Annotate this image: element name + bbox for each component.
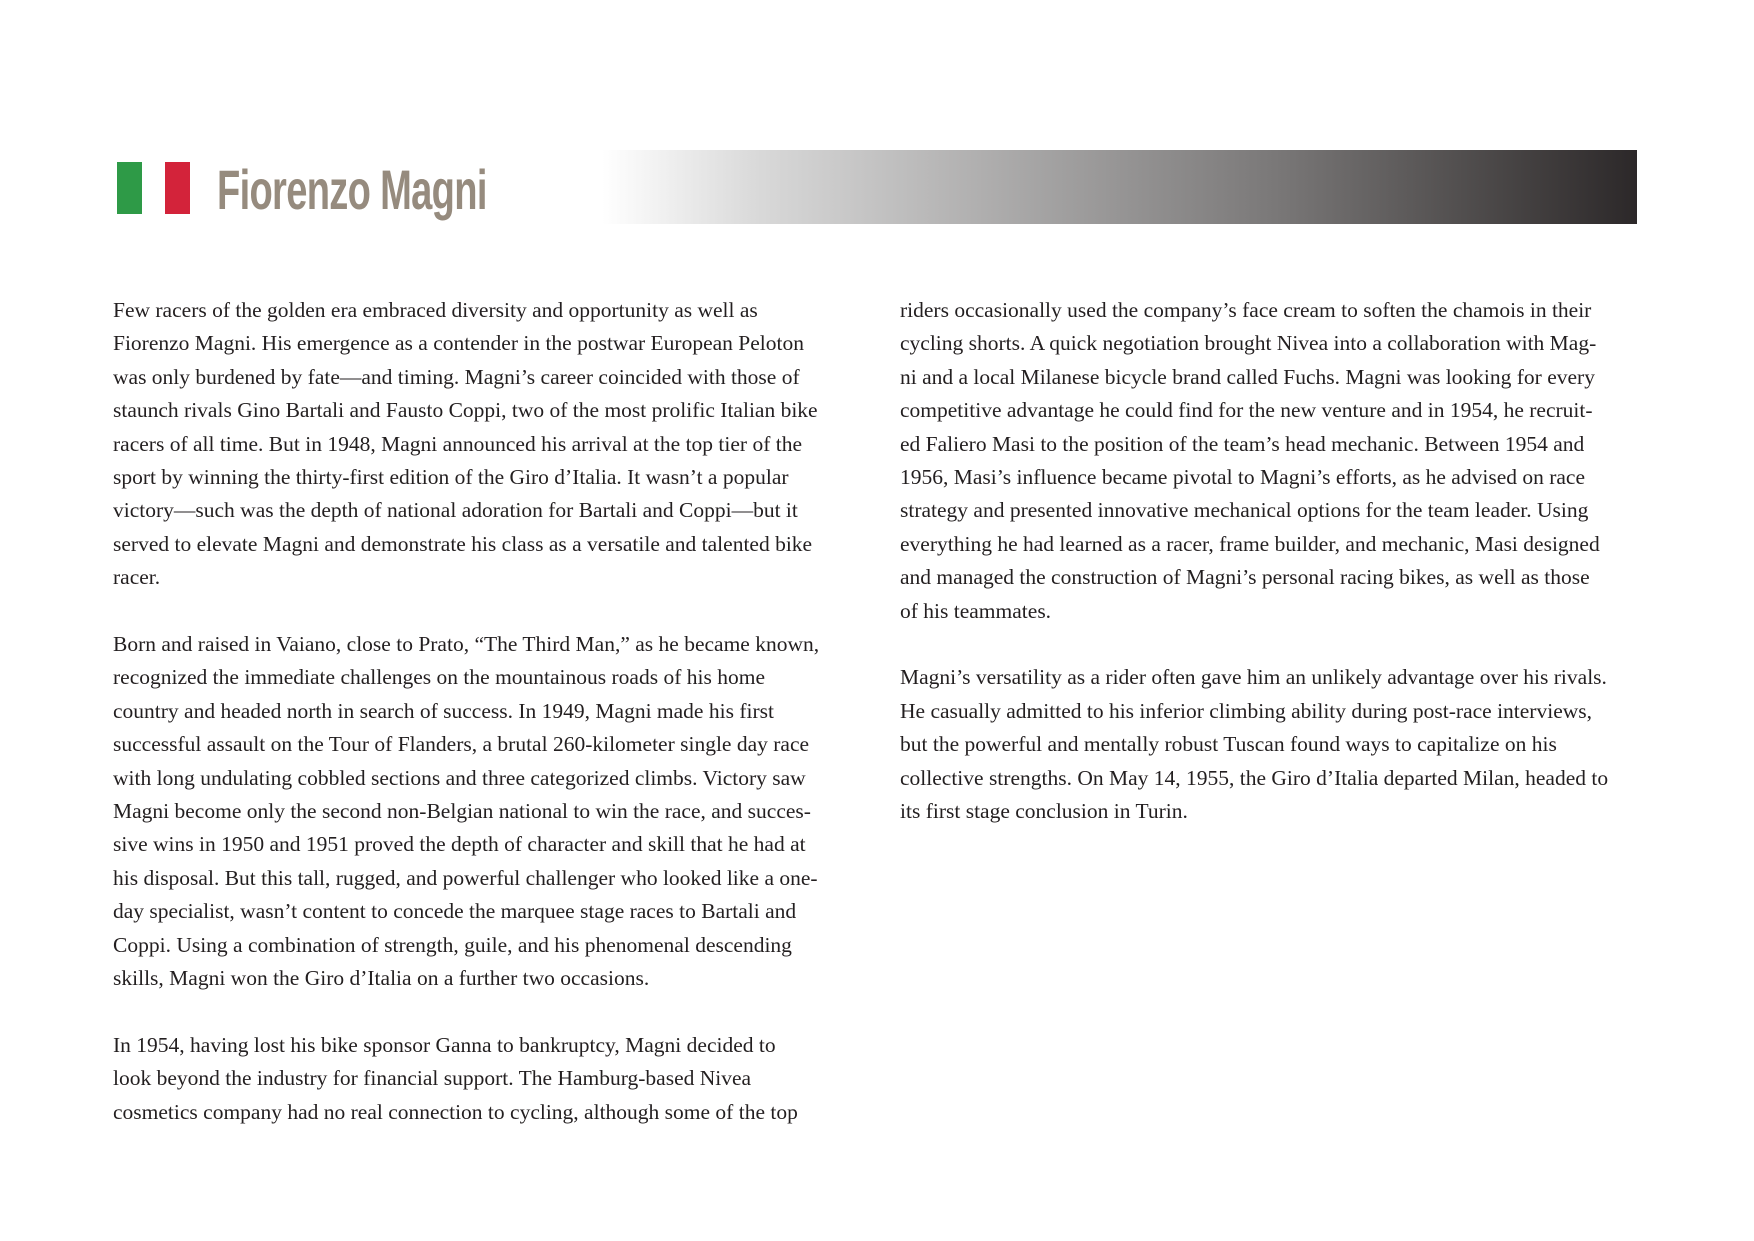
text-line: ni and a local Milanese bicycle brand called Fuchs. Magni was looking for every [900, 364, 1595, 389]
text-line: with long undulating cobbled sections and three categorized climbs. Victory saw [113, 765, 806, 790]
text-line: staunch rivals Gino Bartali and Fausto Coppi, two of the most prolific Italian bike [113, 398, 818, 423]
text-line: of his teammates. [900, 598, 1052, 623]
text-line: served to elevate Magni and demonstrate his class as a versatile and talented bike [113, 531, 813, 556]
paragraph [900, 661, 1660, 828]
right-column [900, 294, 1660, 862]
paragraph [113, 1029, 873, 1129]
text-line: its first stage conclusion in Turin. [900, 799, 1188, 824]
text-line: day specialist, wasn’t content to concede the marquee stage races to Bartali and [113, 899, 797, 924]
text-line: ed Faliero Masi to the position of the team’s head mechanic. Between 1954 and [900, 431, 1585, 456]
page-title: Fiorenzo Magni [217, 158, 487, 221]
paragraph [113, 628, 873, 995]
text-line: Few racers of the golden era embraced diversity and opportunity as well as [113, 298, 758, 322]
text-line: country and headed north in search of success. In 1949, Magni made his first [113, 698, 774, 723]
text-line: his disposal. But this tall, rugged, and powerful challenger who looked like a one- [113, 865, 818, 890]
text-line: racer. [113, 565, 161, 590]
text-line: strategy and presented innovative mechanical options for the team leader. Using [900, 498, 1589, 523]
italian-flag-green-stripe [117, 162, 142, 214]
text-line: cycling shorts. A quick negotiation brought Nivea into a collaboration with Mag- [900, 331, 1597, 356]
text-line: was only burdened by fate—and timing. Magni’s career coincided with those of [113, 364, 800, 389]
text-line: Magni’s versatility as a rider often gave him an unlikely advantage over his rivals. [900, 665, 1607, 690]
text-line: everything he had learned as a racer, frame builder, and mechanic, Masi designed [900, 531, 1600, 556]
text-line: riders occasionally used the company’s face cream to soften the chamois in their [900, 298, 1592, 322]
text-line: but the powerful and mentally robust Tuscan found ways to capitalize on his [900, 732, 1557, 757]
paragraph [900, 294, 1660, 628]
text-line: Born and raised in Vaiano, close to Prato, “The Third Man,” as he became known, [113, 632, 820, 657]
text-line: look beyond the industry for financial support. The Hamburg-based Nivea [113, 1066, 752, 1091]
text-line: victory—such was the depth of national adoration for Bartali and Coppi—but it [113, 498, 798, 523]
header-gradient-bar [602, 150, 1637, 224]
text-line: sive wins in 1950 and 1951 proved the depth of character and skill that he had at [113, 832, 806, 857]
text-line: successful assault on the Tour of Flanders, a brutal 260-kilometer single day race [113, 732, 810, 757]
text-line: He casually admitted to his inferior climbing ability during post-race interviews, [900, 698, 1592, 723]
text-line: collective strengths. On May 14, 1955, the Giro d’Italia departed Milan, headed to [900, 765, 1609, 790]
text-line: and managed the construction of Magni’s personal racing bikes, as well as those [900, 565, 1590, 590]
text-line: cosmetics company had no real connection to cycling, although some of the top [113, 1099, 798, 1124]
text-line: Coppi. Using a combination of strength, guile, and his phenomenal descending [113, 932, 792, 957]
text-line: Fiorenzo Magni. His emergence as a contender in the postwar European Peloton [113, 331, 804, 356]
text-line: In 1954, having lost his bike sponsor Ganna to bankruptcy, Magni decided to [113, 1032, 776, 1057]
page-header [117, 150, 1637, 224]
text-line: sport by winning the thirty-first edition of the Giro d’Italia. It wasn’t a popular [113, 465, 789, 490]
text-line: skills, Magni won the Giro d’Italia on a further two occasions. [113, 966, 650, 991]
left-column [113, 294, 873, 1163]
text-line: 1956, Masi’s influence became pivotal to Magni’s efforts, as he advised on race [900, 465, 1586, 490]
italian-flag-red-stripe [165, 162, 190, 214]
text-line: recognized the immediate challenges on the mountainous roads of his home [113, 665, 765, 690]
paragraph [113, 294, 873, 595]
text-line: racers of all time. But in 1948, Magni announced his arrival at the top tier of the [113, 431, 802, 456]
text-line: competitive advantage he could find for the new venture and in 1954, he recruit- [900, 398, 1593, 423]
text-line: Magni become only the second non-Belgian national to win the race, and succes- [113, 799, 811, 824]
